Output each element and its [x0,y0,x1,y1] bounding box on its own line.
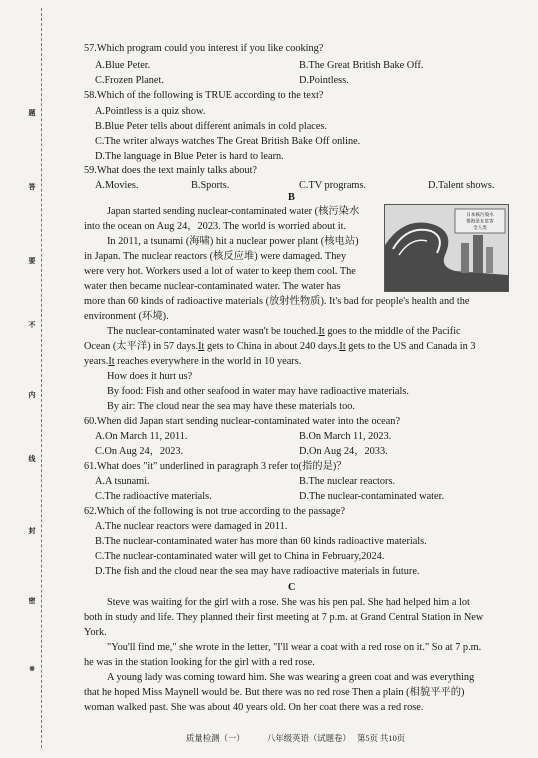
passage-c-p3-line3: woman walked past. She was about 40 years old. On her coat there was a red rose. [84,702,424,713]
binding-label: 题 [28,109,36,117]
q58-option-c[interactable]: C.The writer always watches The Great British Bake Off online. [95,136,361,147]
question-62-stem: 62.Which of the following is not true according to the passage? [84,506,346,517]
passage-c-p3-line2: that he hoped Miss Maynell would be. But there was no red rose Then a plain (相貌平平的) [84,687,465,698]
q59-option-a[interactable]: A.Movies. [95,180,139,191]
q58-option-b[interactable]: B.Blue Peter tells about different animals in cold places. [95,121,328,132]
passage-c-p2-line2: he was in the station looking for the girl with a red rose. [84,657,315,668]
binding-label: 内 [28,391,36,399]
text-run: gets to China in about 240 days. [204,341,340,352]
binding-margin-line [41,8,42,748]
binding-label: ※ [29,665,35,673]
passage-b-p4: How does it hurt us? [107,371,193,382]
passage-b-p6: By air: The cloud near the sea may have these materials too. [107,401,355,412]
binding-label: 不 [28,321,36,329]
text-run: years. [84,356,109,367]
passage-c-p3-line1: A young lady was coming toward him. She was wearing a green coat and was everything [107,672,475,683]
wave-cartoon-icon [385,205,508,291]
passage-b-p1-line1: Japan started sending nuclear-contaminated water (核污染水 [107,206,360,217]
passage-b-p3-line2 [84,342,476,352]
q60-option-d[interactable]: D.On Aug 24，2033. [299,446,388,457]
q59-option-b[interactable]: B.Sports. [191,180,230,191]
passage-c-p1-line1: Steve was waiting for the girl with a rose. She was his pen pal. She had helped him a lot [107,597,470,608]
binding-label: 要 [28,257,36,265]
passage-b-p2-line1: In 2011, a tsunami (海啸) hit a nuclear power plant (核电站) [107,236,359,247]
q61-option-b[interactable]: B.The nuclear reactors. [299,476,396,487]
question-61-stem: 61.What does "it" underlined in paragraph 3 refer to(指的是)？ [84,461,347,472]
passage-c-p1-line2: both in study and life. They planned their first meeting at 7 p.m. at Grand Central Station in New [84,612,484,623]
text-run: The nuclear-contaminated water wasn't be touched. [107,326,319,337]
passage-c-p2-line1: "You'll find me," she wrote in the letter, "I'll wear a coat with a red rose on it." So at 7 p.m. [107,642,482,653]
q61-option-a[interactable]: A.A tsunami. [95,476,150,487]
q60-option-b[interactable]: B.On March 11, 2023. [299,431,392,442]
footer-exam-name: 质量检测（一） [186,734,245,743]
section-c-heading: C [288,582,296,593]
q59-option-c[interactable]: C.TV programs. [299,180,367,191]
q62-option-c[interactable]: C.The nuclear-contaminated water will get to China in February,2024. [95,551,385,562]
svg-text:日本核污染水: 日本核污染水 [466,213,494,218]
q57-option-b[interactable]: B.The Great British Bake Off. [299,60,424,71]
question-57-stem: 57.Which program could you interest if you like cooking? [84,43,324,54]
passage-b-p2-line6: environment (环境). [84,311,169,322]
svg-text:全人类: 全人类 [473,226,487,231]
q60-option-a[interactable]: A.On March 11, 2011. [95,431,188,442]
q59-option-d[interactable]: D.Talent shows. [428,180,495,191]
passage-b-p2-line5: more than 60 kinds of radioactive materials (放射性物质). It's bad for people's health and the [84,296,470,307]
underlined-it: It [339,341,346,352]
cartoon-illustration [384,204,509,292]
passage-b-p3-line1 [107,327,461,337]
q61-option-d[interactable]: D.The nuclear-contaminated water. [299,491,445,502]
footer-subject: 八年级英语（试题卷） [267,734,351,743]
section-b-heading: B [288,192,295,203]
passage-c-p1-line3: York. [84,627,107,638]
footer-page-number: 第5页 共10页 [357,734,406,743]
underlined-it: It [108,356,115,367]
binding-label: 封 [28,527,36,535]
underlined-it: It [198,341,205,352]
q58-option-a[interactable]: A.Pointless is a quiz show. [95,106,206,117]
q62-option-d[interactable]: D.The fish and the cloud near the sea may have radioactive materials in future. [95,566,420,577]
passage-b-p2-line3: were very hot. Workers used a lot of water to keep them cool. The [84,266,356,277]
binding-label: 答 [28,183,36,191]
q61-option-c[interactable]: C.The radioactive materials. [95,491,212,502]
q57-option-d[interactable]: D.Pointless. [299,75,349,86]
q58-option-d[interactable]: D.The language in Blue Peter is hard to learn. [95,151,284,162]
text-run: gets to the US and Canada in 3 [345,341,476,352]
question-58-stem: 58.Which of the following is TRUE according to the text? [84,90,324,101]
q57-option-a[interactable]: A.Blue Peter. [95,60,151,71]
binding-label: 密 [28,597,36,605]
text-run: Ocean (太平洋) in 57 days. [84,341,199,352]
binding-margin-labels [26,110,38,690]
passage-b-p5: By food: Fish and other seafood in water may have radioactive materials. [107,386,409,397]
q62-option-b[interactable]: B.The nuclear-contaminated water has more than 60 kinds radioactive materials. [95,536,427,547]
passage-b-p2-line2: in Japan. The nuclear reactors (核反应堆) were damaged. They [84,251,347,262]
text-run: reaches everywhere in the world in 10 years. [114,356,302,367]
question-59-stem: 59.What does the text mainly talks about? [84,165,258,176]
q57-option-c[interactable]: C.Frozen Planet. [95,75,164,86]
underlined-it: It [318,326,325,337]
passage-b-p1-line2: into the ocean on Aug 24，2023. The world is worried about it. [84,221,347,232]
passage-b-p3-line3 [84,357,301,367]
passage-b-p2-line4: water then became nuclear-contaminated water. The water has [84,281,341,292]
svg-text:排海是在危害: 排海是在危害 [466,219,494,225]
question-60-stem: 60.When did Japan start sending nuclear-contaminated water into the ocean? [84,416,401,427]
binding-label: 线 [28,455,36,463]
q62-option-a[interactable]: A.The nuclear reactors were damaged in 2011. [95,521,288,532]
text-run: goes to the middle of the Pacific [324,326,461,337]
q60-option-c[interactable]: C.On Aug 24，2023. [95,446,184,457]
